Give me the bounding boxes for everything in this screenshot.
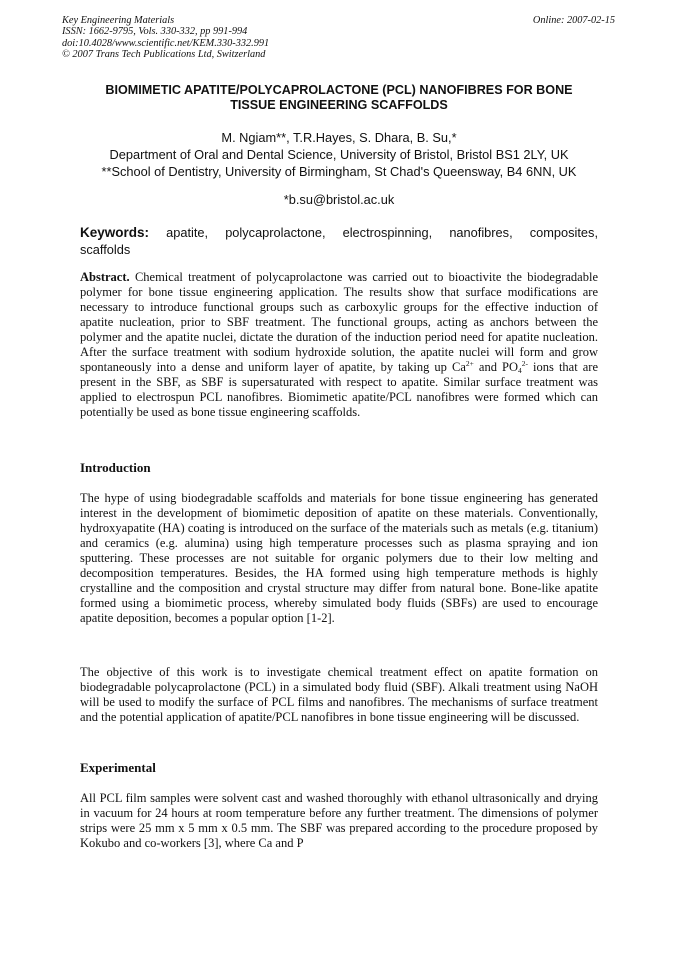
affiliation-1: Department of Oral and Dental Science, University of Bristol, Bristol BS1 2LY, UK [109, 147, 569, 163]
journal-header [62, 15, 269, 60]
abstract-text-2: and PO [473, 360, 518, 375]
journal-name: Key Engineering Materials [62, 15, 175, 26]
calcium-charge: 2+ [465, 359, 474, 369]
abstract-block [80, 270, 598, 420]
author-block [70, 129, 608, 181]
phosphate-subscript: 4 [518, 366, 522, 376]
online-date: Online: 2007-02-15 [532, 15, 615, 26]
author-names: M. Ngiam**, T.R.Hayes, S. Dhara, B. Su,* [221, 130, 457, 145]
affiliation-2: **School of Dentistry, University of Birmingham, St Chad's Queensway, B4 6NN, UK [101, 164, 577, 180]
keywords-text: apatite, polycaprolactone, electrospinning, nanofibres, composites, scaffolds [80, 225, 598, 257]
introduction-paragraph-2: The objective of this work is to investigate chemical treatment effect on apatite formation on biodegradable polycaprolactone (PCL) in a simulated body fluid (SBF). Alkali treatment using NaOH will be used to modify the surface of PCL films and nanofibres. The mechanisms of surface treatment and the potential application of apatite/PCL nanofibres in bone tissue engineering will be discussed. [80, 665, 598, 725]
abstract-label: Abstract. [80, 270, 130, 284]
experimental-paragraph-1: All PCL film samples were solvent cast and washed thoroughly with ethanol ultrasonically and drying in vacuum for 24 hours at room temperature before any further treatment. The dimensions of polymer strips were 25 mm x 5 mm x 0.5 mm. The SBF was prepared according to the procedure proposed by Kokubo and co-workers [3], where Ca and P [80, 791, 598, 851]
copyright-line: © 2007 Trans Tech Publications Ltd, Switzerland [62, 48, 266, 60]
keywords-label: Keywords: [80, 225, 150, 240]
phosphate-charge: 2- [521, 359, 528, 369]
issn-line: ISSN: 1662-9795, Vols. 330-332, pp 991-994 [62, 26, 248, 38]
paper-title [70, 83, 608, 113]
doi-line: doi:10.4028/www.scientific.net/KEM.330-332.991 [62, 37, 270, 49]
keywords-block [80, 224, 598, 258]
title-line-1: BIOMIMETIC APATITE/POLYCAPROLACTONE (PCL) NANOFIBRES FOR BONE [105, 83, 573, 97]
abstract-text-1: Chemical treatment of polycaprolactone was carried out to bioactivite the biodegradable polymer for bone tissue engineering application. The results show that surface modifications are necessary to introduce functional groups such as carboxylic groups for the effective induction of apatite nucleation, prior to SBF treatment. The functional groups, acting as anchors between the polymer and the apatite nuclei, dictate the duration of the induction period need for apatite nucleation. After the surface treatment with sodium hydroxide solution, the apatite nuclei will form and grow spontaneously into a dense and uniform layer of apatite, by taking up Ca [80, 270, 599, 375]
abstract-text-3: ions that are present in the SBF, as SBF is supersaturated with respect to apatite. Similar surface treatment was applied to electrospun PCL nanofibres. Biomimetic apatite/PCL nanofibres were formed which can potentially be used as bone tissue engineering scaffolds. [80, 360, 598, 420]
introduction-heading: Introduction [80, 460, 151, 475]
introduction-paragraph-1: The hype of using biodegradable scaffolds and materials for bone tissue engineering has generated interest in the development of biomimetic deposition of apatite on these materials. Conventionally, hydroxyapatite (HA) coating is introduced on the surface of the materials such as metals (e.g. titanium) and ceramics (e.g. alumina) using high temperature processes such as plasma spraying and ion sputtering. These processes are not suitable for organic polymers due to their low melting and decomposition temperatures. Besides, the HA formed using high temperature methods is highly crystalline and the composition and crystal structure may differ from natural bone. Bone-like apatite formed using a biomimetic process, whereby simulated body fluids (SBFs) are used to encourage apatite deposition, becomes a popular option [1-2]. [80, 491, 598, 626]
corresponding-email: *b.su@bristol.ac.uk [283, 192, 395, 207]
title-line-2: TISSUE ENGINEERING SCAFFOLDS [230, 98, 448, 112]
experimental-heading: Experimental [80, 760, 156, 775]
